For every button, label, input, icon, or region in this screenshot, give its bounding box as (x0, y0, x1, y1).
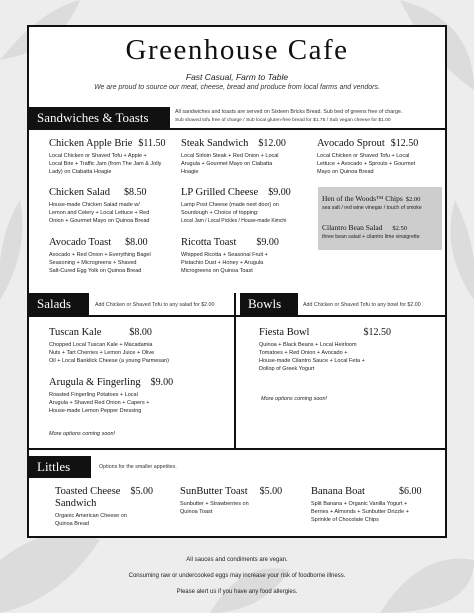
salads-top-rule (29, 315, 445, 317)
item-desc: Nuts + Tart Cherries + Lemon Juice + Olive (49, 349, 155, 356)
item-name: Arugula & Fingerling (49, 377, 141, 388)
item-name-line2: Sandwich (55, 498, 97, 509)
sandwiches-heading: Sandwiches & Toasts (29, 107, 170, 129)
menu-item (49, 377, 173, 416)
item-desc: Quinoa Bread (55, 520, 89, 527)
item-desc: Local Brie + Traffic Jam (from The Jam & Jolly (49, 160, 162, 167)
item-desc: Chopped Local Tuscan Kale + Macadamia (49, 342, 153, 348)
footer-raw-egg-warning: Consuming raw or undercooked eggs may increase your risk of foodborne illness. (128, 573, 346, 579)
item-price: $12.50 (390, 138, 419, 149)
salads-bowls-divider (234, 293, 236, 448)
item-desc: House-made Chicken Salad made w/ (49, 202, 140, 208)
sandwiches-note-line2: Sub shaved tofu free of charge / Sub local gluten-free bread for $1.75 / Sub vegan cheese for $1.00 (175, 117, 391, 123)
menu-item (181, 187, 291, 226)
item-name: SunButter Toast (180, 486, 248, 497)
item-desc: Whipped Ricotta + Seasonal Fruit + (181, 252, 268, 258)
menu-title: Greenhouse Cafe (125, 34, 349, 66)
menu-item (49, 237, 151, 276)
item-desc: Salt-Cured Egg Yolk on Quinoa Bread (49, 267, 142, 274)
littles-note: Options for the smaller appetites. (99, 464, 177, 470)
item-name: Chicken Apple Brie (49, 138, 133, 149)
menu-item (181, 237, 279, 276)
menu-item (180, 486, 282, 517)
item-desc: Local Chicken or Shaved Tofu + Local (317, 153, 410, 159)
menu-item (49, 138, 166, 177)
bowls-note: Add Chicken or Shaved Tofu to any bowl for $2.00 (303, 302, 421, 308)
item-name: Avocado Toast (49, 237, 112, 248)
item-name: Chicken Salad (49, 187, 110, 198)
item-desc: Split Banana + Organic Vanilla Yogurt + (311, 501, 408, 507)
menu-item (49, 187, 149, 226)
item-name: Steak Sandwich (181, 138, 249, 149)
item-name: Tuscan Kale (49, 327, 102, 338)
menu-item (259, 327, 391, 374)
menu-item (317, 138, 418, 177)
item-name: Avocado Sprout (317, 138, 385, 149)
item-desc: Arugula + Gourmet Mayo on Ciabatta (181, 160, 273, 167)
item-desc: Sunbutter + Strawberries on (180, 501, 249, 507)
sides-box (318, 187, 442, 250)
item-desc: Sprinkle of Chocolate Chips (311, 516, 379, 523)
side-desc: sea salt / red wine vinegar / touch of smoke (322, 205, 422, 211)
item-desc: House-made Cilantro Sauce + Local Feta + (259, 357, 365, 364)
salads-coming-soon: More options coming soon! (49, 431, 116, 437)
item-desc: Local Chicken or Shaved Tofu + Apple + (49, 153, 147, 159)
item-price: $12.50 (363, 327, 391, 338)
side-name: Cilantro Bean Salad (322, 223, 383, 232)
item-name: Banana Boat (311, 486, 365, 497)
item-desc: Microgreens on Quinoa Toast (181, 267, 253, 274)
item-desc: Pistachio Dust + Honey + Arugula (181, 259, 264, 266)
item-price: $8.50 (123, 187, 147, 198)
item-desc: Oil + Local Banklick Cheese (a young Parmesan) (49, 357, 169, 364)
item-name: Toasted Cheese (55, 486, 121, 497)
item-desc: Lettuce + Avocado + Sprouts + Gourmet (317, 160, 416, 167)
item-desc: Hoagie (181, 168, 199, 175)
side-name: Hen of the Woods™ Chips (322, 194, 403, 203)
item-desc: Lamp Post Cheese (made next door) on (181, 202, 279, 208)
side-item (322, 194, 422, 211)
item-price: $11.50 (138, 138, 166, 149)
item-price: $9.00 (256, 237, 279, 248)
side-price: $2.50 (392, 225, 408, 232)
menu-subtitle: Fast Casual, Farm to Table (185, 72, 289, 82)
menu-item (311, 486, 421, 525)
item-desc: House-made Lemon Pepper Dressing (49, 407, 142, 414)
littles-rule (29, 448, 445, 450)
menu-item (55, 486, 153, 529)
item-price: $8.00 (125, 237, 148, 248)
salads-heading: Salads (29, 293, 89, 315)
item-price: $5.00 (259, 486, 283, 497)
item-desc: Tomatoes + Red Onion + Avocado + (259, 349, 348, 356)
salads-note: Add Chicken or Shaved Tofu to any salad for $2.00 (95, 302, 215, 308)
side-item (322, 223, 420, 240)
item-desc: Avocado + Red Onion + Everything Bagel (49, 252, 151, 258)
item-desc: Berries + Almonds + Sunbutter Drizzle + (311, 508, 409, 515)
bowls-coming-soon: More options coming soon! (261, 396, 328, 402)
item-desc: Quinoa Toast (180, 508, 213, 515)
menu-item (49, 327, 169, 366)
item-desc: Roasted Fingerling Potatoes + Local (49, 392, 138, 398)
side-price: $2.00 (405, 196, 421, 203)
footer-vegan-note: All sauces and condiments are vegan. (186, 557, 288, 563)
item-name: LP Grilled Cheese (181, 187, 259, 198)
footer-allergy-note: Please alert us if you have any food allergies. (176, 589, 298, 595)
item-name: Fiesta Bowl (259, 327, 310, 338)
item-desc: Dollop of Greek Yogurt (259, 365, 315, 372)
menu-item (181, 138, 286, 177)
item-price: $8.00 (129, 327, 152, 338)
sandwiches-note-line1: All sandwiches and toasts are served on Sixteen Bricks Bread. Sub bed of greens free of charge. (175, 109, 403, 115)
item-desc: Local Jam / Local Pickles / House-made Kimchi (181, 217, 287, 224)
item-price: $9.00 (268, 187, 291, 198)
item-price: $6.00 (398, 486, 422, 497)
item-desc: Local Sirloin Steak + Red Onion + Local (181, 153, 279, 159)
item-desc: Lady) on Ciabatta Hoagie (49, 168, 112, 175)
item-desc: Quinoa + Black Beans + Local Heirloom (259, 342, 357, 348)
item-price: $9.00 (150, 377, 174, 388)
sandwiches-note (175, 109, 445, 124)
item-desc: Seasoning + Microgreens + Shaved (49, 259, 137, 266)
item-desc: Organic American Cheese on (55, 513, 127, 519)
item-desc: Arugula + Shaved Red Onion + Capers + (49, 399, 150, 406)
item-desc: Mayo on Quinoa Bread (317, 168, 374, 175)
menu-frame (27, 25, 447, 538)
item-desc: Lemon and Celery + Local Lettuce + Red (49, 209, 150, 216)
littles-heading: Littles (29, 456, 91, 478)
item-name: Ricotta Toast (181, 237, 237, 248)
side-desc: three bean salad + cilantro lime vinaigrette (322, 234, 420, 240)
item-price: $5.00 (130, 486, 153, 497)
menu-tagline: We are proud to source our meat, cheese, bread and produce from local farms and vendors. (94, 84, 380, 91)
item-price: $12.00 (258, 138, 286, 149)
item-desc: Sourdough + Choice of topping: (181, 209, 259, 216)
bowls-heading: Bowls (240, 293, 298, 315)
item-desc: Onion + Gourmet Mayo on Quinoa Bread (49, 217, 150, 224)
sandwiches-rule (29, 128, 445, 130)
